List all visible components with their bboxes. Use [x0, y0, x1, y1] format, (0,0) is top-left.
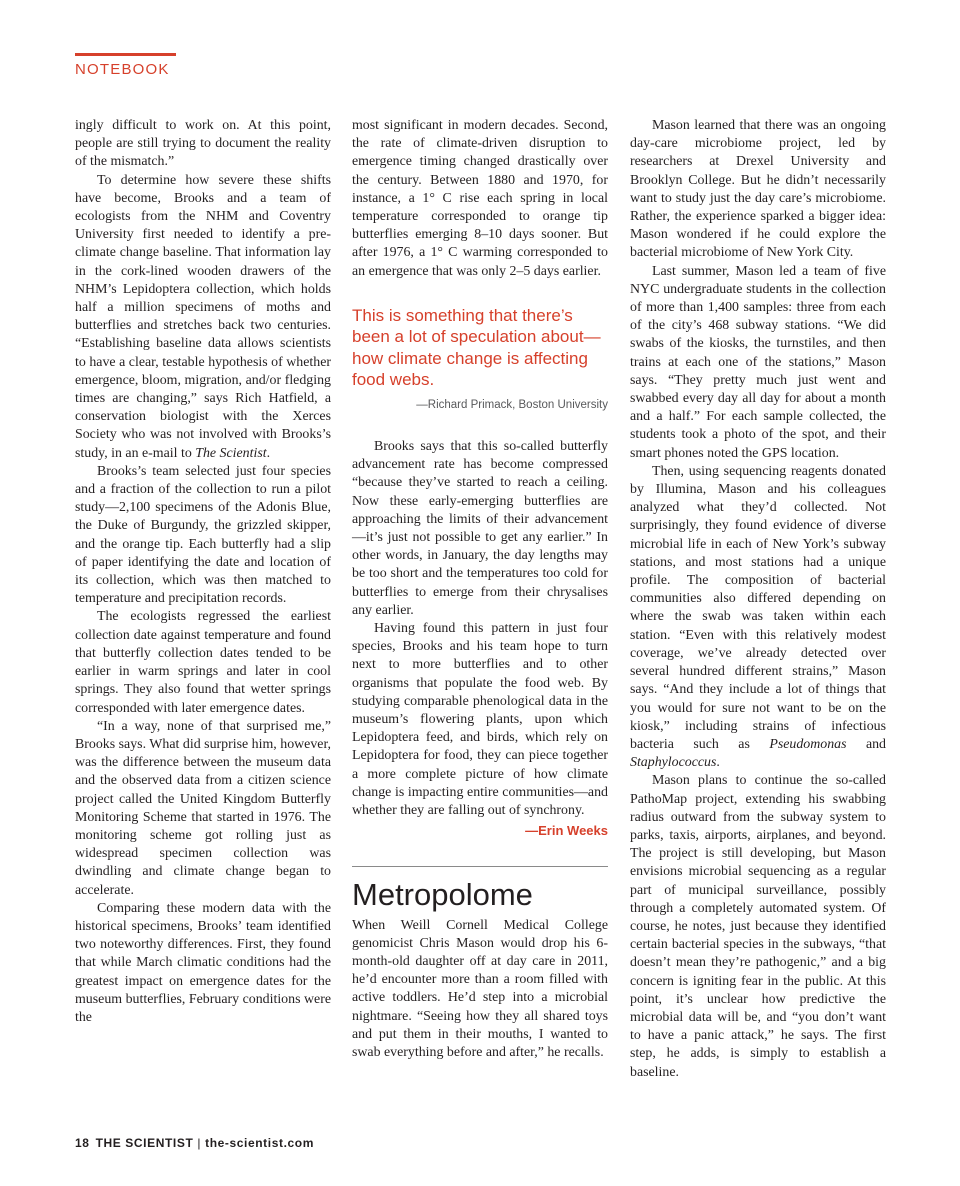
article-headline: Metropolome	[352, 876, 533, 912]
footer-separator: |	[197, 1136, 202, 1150]
paragraph: “In a way, none of that surprised me,” Brooks says. What did surprise him, however, was the difference between the museum data and the observed data from a citizen science project called the United Kingdom Butterfly Monitoring Scheme that started in 1976. The monitoring scheme got rolling just as widespread specimen collection was dwindling and climate change began to accelerate.	[75, 718, 331, 898]
pull-quote-attribution: —Richard Primack, Boston University	[416, 398, 608, 411]
page-footer	[75, 1136, 314, 1150]
page-number: 18	[75, 1136, 90, 1150]
paragraph: Mason learned that there was an ongoing day-care microbiome project, led by researchers at Drexel University and Brooklyn College. But he didn’t necessarily want to study just the day care’s microbiome. Rather, the experience sparked a bigger idea: Mason wondered if he could explore the bacterial microbiome of New York City.	[630, 118, 886, 261]
column-1	[75, 117, 331, 1027]
paragraph: The ecologists regressed the earliest collection date against temperature and found that butterfly collection dates tended to be earlier in warm springs and later in cool springs. They also found that wetter springs corresponded with later emergence dates.	[75, 609, 331, 716]
section-divider	[352, 866, 608, 867]
paragraph: Mason plans to continue the so-called PathoMap project, extending his swabbing radius outward from the subway system to parks, taxis, airports, airplanes, and beyond. The project is still developing, but Mason envisions microbial sequencing as a regular part of municipal surveillance, possibly through a completely automated system. Of course, he notes, just because they identified certain bacterial species in the subways, “that doesn’t mean they’re pathogenic,” and a big concern is igniting fear in the public. At this point, it’s unclear how predictive the microbial data will be, and “you don’t want to have a panic attack,” he says. The first step, he adds, is simply to establish a baseline.	[630, 773, 886, 1080]
publication-title: The Scientist	[195, 445, 267, 461]
species-name: Pseudomonas	[769, 736, 847, 752]
column-2	[352, 117, 608, 1062]
column-3	[630, 117, 886, 1082]
section-label: NOTEBOOK	[75, 61, 170, 78]
paragraph: Then, using sequencing reagents donated by Illumina, Mason and his colleagues analyzed what they’d collected. Not surprisingly, they found evidence of diverse microbial life in each of New York’s subway stations, and most stations had a unique profile. The composition of bacterial communities also differed depending on where the swab was taken within each station. “Even with this relatively modest coverage, we’ve already detected over several hundred different strains,” Mason says. “And they include a lot of things that you would for sure not want to be on the kiosk,” including strains of infectious bacteria such as Pseudomonas and Staphylococcus.	[630, 463, 887, 771]
paragraph: Having found this pattern in just four species, Brooks and his team hope to turn next to more butterflies and to other organisms that populate the food web. By studying comparable phenological data in the museum’s flowering plants, upon which Lepidoptera feed, and birds, which rely on Lepidoptera for food, they can piece together a more complete picture of how climate change is impacting entire communities—and whether they are falling out of synchrony.	[352, 621, 608, 819]
paragraph: most significant in modern decades. Second, the rate of climate-driven disruption to emergence timing changed drastically over the century. Between 1880 and 1970, for instance, a 1° C rise each spring in local temperature corresponded to orange tip butterflies emerging 8–10 days sooner. But after 1976, a 1° C warming corresponded to an emergence that was only 2–5 days earlier.	[352, 118, 608, 279]
paragraph: To determine how severe these shifts have become, Brooks and a team of ecologists from the NHM and Coventry University first needed to identify a pre-climate change baseline. That information lay in the cork-lined wooden drawers of the NHM’s Lepidoptera collection, which holds half a million specimens of moths and butterflies and stretches back two centuries. “Establishing baseline data allows scientists to have a clear, testable hypothesis of whether emergence, bloom, migration, and/or fledging times are changing,” says Rich Hatfield, a conservation biologist with the Xerces Society who was not involved with Brooks’s study, in an e-mail to The Scientist.	[75, 172, 331, 461]
paragraph: Brooks’s team selected just four species and a fraction of the collection to run a pilot study—2,100 specimens of the Adonis Blue, the Duke of Burgundy, the grizzled skipper, and the orange tip. Each butterfly had a slip of paper identifying the date and location of its collection, which was then matched to temperature and precipitation records.	[75, 463, 331, 607]
paragraph: Last summer, Mason led a team of five NYC undergraduate students in the collection of more than 1,400 samples: three from each of the city’s 468 subway stations. “We did swabs of the kiosks, the turnstiles, and then trains at each one of the stations,” Mason says. “They pretty much just went and swabbed every day all day for about a month and a half.” For each sample collected, the students took a photo of the spot, and their smart phones noted the GPS location.	[630, 263, 886, 461]
magazine-name: THE SCIENTIST	[95, 1136, 194, 1150]
pull-quote: This is something that there’s been a lot of speculation about—how climate change is affecting food webs.	[352, 305, 601, 390]
species-name: Staphylococcus	[630, 755, 717, 771]
website-url: the-scientist.com	[205, 1136, 314, 1150]
header-rule	[75, 53, 176, 56]
paragraph: ingly difficult to work on. At this point, people are still trying to document the reality of the mismatch.”	[75, 118, 331, 170]
author-byline: —Erin Weeks	[525, 823, 608, 839]
paragraph: When Weill Cornell Medical College genomicist Chris Mason would drop his 6-month-old daughter off at day care in 2011, he’d encounter more than a room filled with active toddlers. He’d step into a microbial nightmare. “Seeing how they all shared toys and put them in their mouths, I wanted to swab everything before and after,” he recalls.	[352, 917, 608, 1060]
paragraph: Brooks says that this so-called butterfly advancement rate has become compressed “because they’ve started to reach a ceiling. Now these early-emerging butterflies are approaching the limits of their advancement—it’s just not possible to get any earlier.” In other words, in January, the day lengths may be too short and the temperatures too cold for butterflies to emerge from their chrysalises any earlier.	[352, 439, 608, 618]
paragraph: Comparing these modern data with the historical specimens, Brooks’ team identified two noteworthy differences. First, they found that while March climatic conditions had the greatest impact on emergence dates for the museum butterflies, February conditions were the	[75, 900, 331, 1025]
